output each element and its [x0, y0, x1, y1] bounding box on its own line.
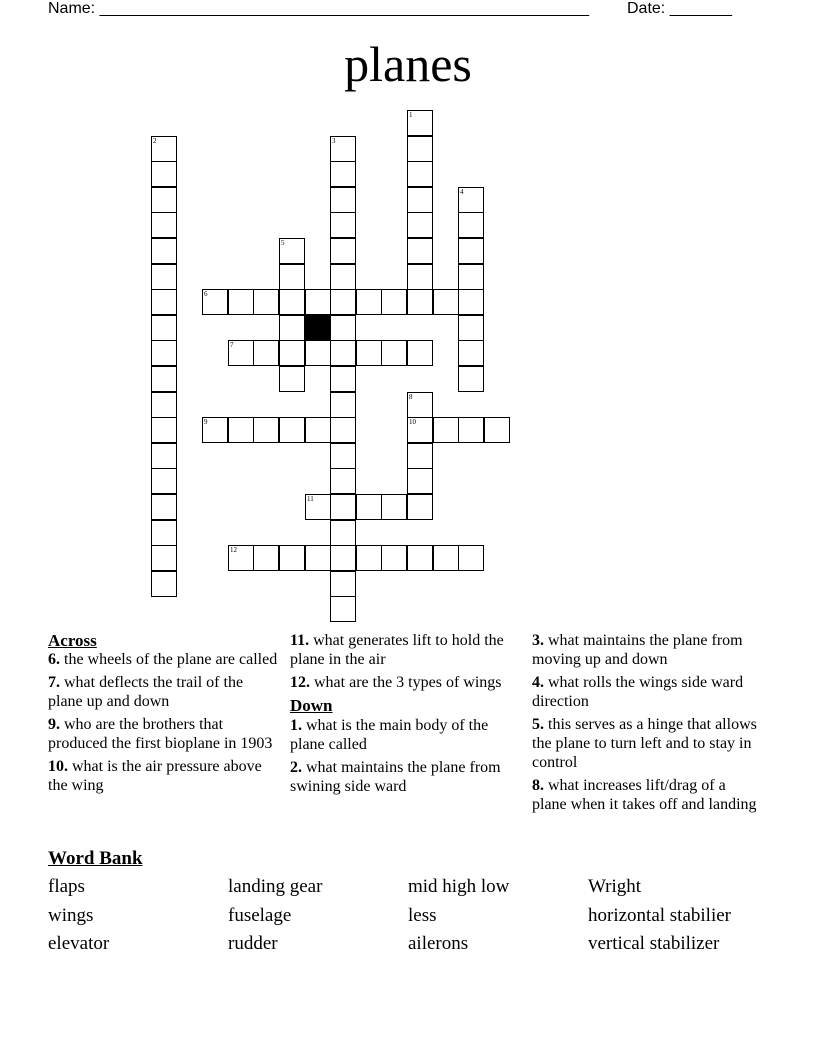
- grid-cell[interactable]: [151, 212, 177, 238]
- word-bank-word: ailerons: [408, 933, 469, 954]
- clue-number: 5: [281, 239, 285, 247]
- grid-cell[interactable]: [407, 340, 433, 366]
- grid-cell[interactable]: [356, 494, 382, 520]
- grid-cell[interactable]: [330, 136, 356, 162]
- grid-cell[interactable]: [458, 340, 484, 366]
- word-bank-word: less: [408, 905, 437, 926]
- grid-cell[interactable]: [330, 494, 356, 520]
- grid-cell[interactable]: [407, 264, 433, 290]
- word-bank-word: Wright: [588, 876, 642, 897]
- grid-cell[interactable]: [381, 289, 407, 315]
- grid-cell[interactable]: [151, 238, 177, 264]
- grid-cell[interactable]: [484, 417, 510, 443]
- grid-cell[interactable]: [458, 366, 484, 392]
- word-bank-word: wings: [48, 905, 94, 926]
- grid-cell[interactable]: [330, 340, 356, 366]
- grid-cell[interactable]: [407, 161, 433, 187]
- grid-cell[interactable]: [151, 315, 177, 341]
- grid-cell[interactable]: [202, 289, 228, 315]
- grid-cell[interactable]: [253, 289, 279, 315]
- grid-cell[interactable]: [330, 212, 356, 238]
- grid-cell[interactable]: [330, 315, 356, 341]
- grid-cell[interactable]: [151, 468, 177, 494]
- word-bank-word: elevator: [48, 933, 110, 954]
- word-bank-word: fuselage: [228, 905, 292, 926]
- down-heading: Down: [290, 696, 333, 715]
- clue-number: 9: [204, 418, 208, 426]
- name-field-label: Name: _______________________________________________________: [48, 0, 589, 17]
- grid-cell[interactable]: [305, 545, 331, 571]
- grid-cell[interactable]: [228, 289, 254, 315]
- grid-cell[interactable]: [330, 238, 356, 264]
- grid-cell[interactable]: [330, 264, 356, 290]
- clues-column-2: [290, 631, 512, 800]
- grid-cell[interactable]: [279, 315, 305, 341]
- grid-cell[interactable]: [330, 187, 356, 213]
- grid-cell[interactable]: [330, 366, 356, 392]
- clue-number: 3: [332, 137, 336, 145]
- grid-cell[interactable]: [253, 417, 279, 443]
- grid-cell[interactable]: [305, 417, 331, 443]
- grid-cell[interactable]: [202, 417, 228, 443]
- grid-cell[interactable]: [330, 468, 356, 494]
- clue-number: 12: [230, 546, 237, 554]
- grid-cell[interactable]: [407, 545, 433, 571]
- grid-cell[interactable]: [305, 340, 331, 366]
- grid-cell[interactable]: [356, 289, 382, 315]
- word-bank-title: Word Bank: [48, 848, 143, 869]
- grid-cell[interactable]: [433, 289, 459, 315]
- clue-down-1: 1. what is the main body of the plane called: [290, 717, 489, 753]
- clue-across-6: 6. the wheels of the plane are called: [48, 651, 278, 668]
- grid-cell[interactable]: [330, 392, 356, 418]
- word-bank-word: horizontal stabilier: [588, 905, 731, 926]
- clue-across-10: 10. what is the air pressure above the wing: [48, 758, 262, 794]
- grid-cell[interactable]: [458, 212, 484, 238]
- clue-across-7: 7. what deflects the trail of the plane up and down: [48, 674, 244, 710]
- grid-cell[interactable]: [279, 289, 305, 315]
- clue-across-9: 9. who are the brothers that produced the first bioplane in 1903: [48, 716, 273, 752]
- grid-cell[interactable]: [151, 161, 177, 187]
- grid-cell[interactable]: [458, 238, 484, 264]
- grid-cell[interactable]: [433, 545, 459, 571]
- grid-cell[interactable]: [407, 238, 433, 264]
- grid-cell[interactable]: [381, 545, 407, 571]
- clue-down-5: 5. this serves as a hinge that allows the plane to turn left and to stay in control: [532, 716, 757, 771]
- grid-cell[interactable]: [279, 366, 305, 392]
- grid-cell[interactable]: [279, 340, 305, 366]
- grid-cell[interactable]: [330, 417, 356, 443]
- grid-cell[interactable]: [253, 545, 279, 571]
- grid-cell[interactable]: [151, 545, 177, 571]
- grid-cell[interactable]: [407, 468, 433, 494]
- grid-cell[interactable]: [151, 417, 177, 443]
- grid-cell[interactable]: [407, 187, 433, 213]
- grid-cell[interactable]: [151, 340, 177, 366]
- grid-cell[interactable]: [151, 494, 177, 520]
- date-field-label: Date: _______: [627, 0, 732, 17]
- grid-cell[interactable]: [228, 545, 254, 571]
- grid-cell[interactable]: [330, 571, 356, 597]
- grid-cell[interactable]: [407, 136, 433, 162]
- grid-cell[interactable]: [381, 494, 407, 520]
- clue-across-12: 12. what are the 3 types of wings: [290, 674, 502, 691]
- page-title: planes: [344, 36, 472, 92]
- grid-cell[interactable]: [151, 136, 177, 162]
- clue-across-11: 11. what generates lift to hold the plane in the air: [290, 632, 504, 668]
- grid-cell[interactable]: [151, 571, 177, 597]
- clue-down-3: 3. what maintains the plane from moving up and down: [532, 632, 743, 668]
- clues-column-1: [48, 631, 280, 799]
- grid-cell[interactable]: [330, 443, 356, 469]
- grid-cell[interactable]: [381, 340, 407, 366]
- clue-down-4: 4. what rolls the wings side ward direction: [532, 674, 744, 710]
- word-bank-word: mid high low: [408, 876, 510, 897]
- word-bank-word: landing gear: [228, 876, 323, 897]
- grid-cell[interactable]: [279, 417, 305, 443]
- grid-cell[interactable]: [279, 238, 305, 264]
- grid-cell[interactable]: [407, 494, 433, 520]
- grid-cell[interactable]: [458, 187, 484, 213]
- grid-cell[interactable]: [305, 289, 331, 315]
- grid-cell[interactable]: [151, 392, 177, 418]
- grid-cell[interactable]: [279, 264, 305, 290]
- grid-cell[interactable]: [330, 289, 356, 315]
- grid-cell[interactable]: [330, 161, 356, 187]
- grid-cell[interactable]: [407, 392, 433, 418]
- clue-number: 11: [307, 495, 314, 503]
- clue-number: 7: [230, 341, 234, 349]
- clue-number: 1: [409, 111, 413, 119]
- grid-cell[interactable]: [407, 443, 433, 469]
- clue-number: 6: [204, 290, 208, 298]
- clue-number: 10: [409, 418, 416, 426]
- grid-cell[interactable]: [356, 340, 382, 366]
- grid-cell[interactable]: [330, 596, 356, 622]
- grid-cell[interactable]: [407, 110, 433, 136]
- clue-down-2: 2. what maintains the plane from swining side ward: [290, 759, 501, 795]
- word-bank-word: flaps: [48, 876, 85, 897]
- grid-cell[interactable]: [279, 545, 305, 571]
- grid-cell[interactable]: [330, 520, 356, 546]
- grid-cell[interactable]: [356, 545, 382, 571]
- clue-down-8: 8. what increases lift/drag of a plane when it takes off and landing: [532, 777, 757, 813]
- grid-cell[interactable]: [407, 289, 433, 315]
- word-bank-word: vertical stabilizer: [588, 933, 720, 954]
- across-heading: Across: [48, 631, 97, 650]
- grid-block: [305, 315, 331, 341]
- word-bank-word: rudder: [228, 933, 278, 954]
- clue-number: 2: [153, 137, 157, 145]
- grid-cell[interactable]: [151, 366, 177, 392]
- grid-cell[interactable]: [228, 417, 254, 443]
- grid-cell[interactable]: [253, 340, 279, 366]
- clue-number: 8: [409, 393, 413, 401]
- grid-cell[interactable]: [228, 340, 254, 366]
- grid-cell[interactable]: [407, 212, 433, 238]
- grid-cell[interactable]: [151, 187, 177, 213]
- grid-cell[interactable]: [305, 494, 331, 520]
- clue-number: 4: [460, 188, 464, 196]
- grid-cell[interactable]: [433, 417, 459, 443]
- grid-cell[interactable]: [458, 545, 484, 571]
- grid-cell[interactable]: [458, 315, 484, 341]
- grid-cell[interactable]: [330, 545, 356, 571]
- grid-cell[interactable]: [151, 443, 177, 469]
- grid-cell[interactable]: [458, 417, 484, 443]
- grid-cell[interactable]: [151, 520, 177, 546]
- grid-cell[interactable]: [151, 264, 177, 290]
- grid-cell[interactable]: [458, 264, 484, 290]
- grid-cell[interactable]: [407, 417, 433, 443]
- grid-cell[interactable]: [151, 289, 177, 315]
- grid-cell[interactable]: [458, 289, 484, 315]
- clues-column-3: [532, 631, 762, 818]
